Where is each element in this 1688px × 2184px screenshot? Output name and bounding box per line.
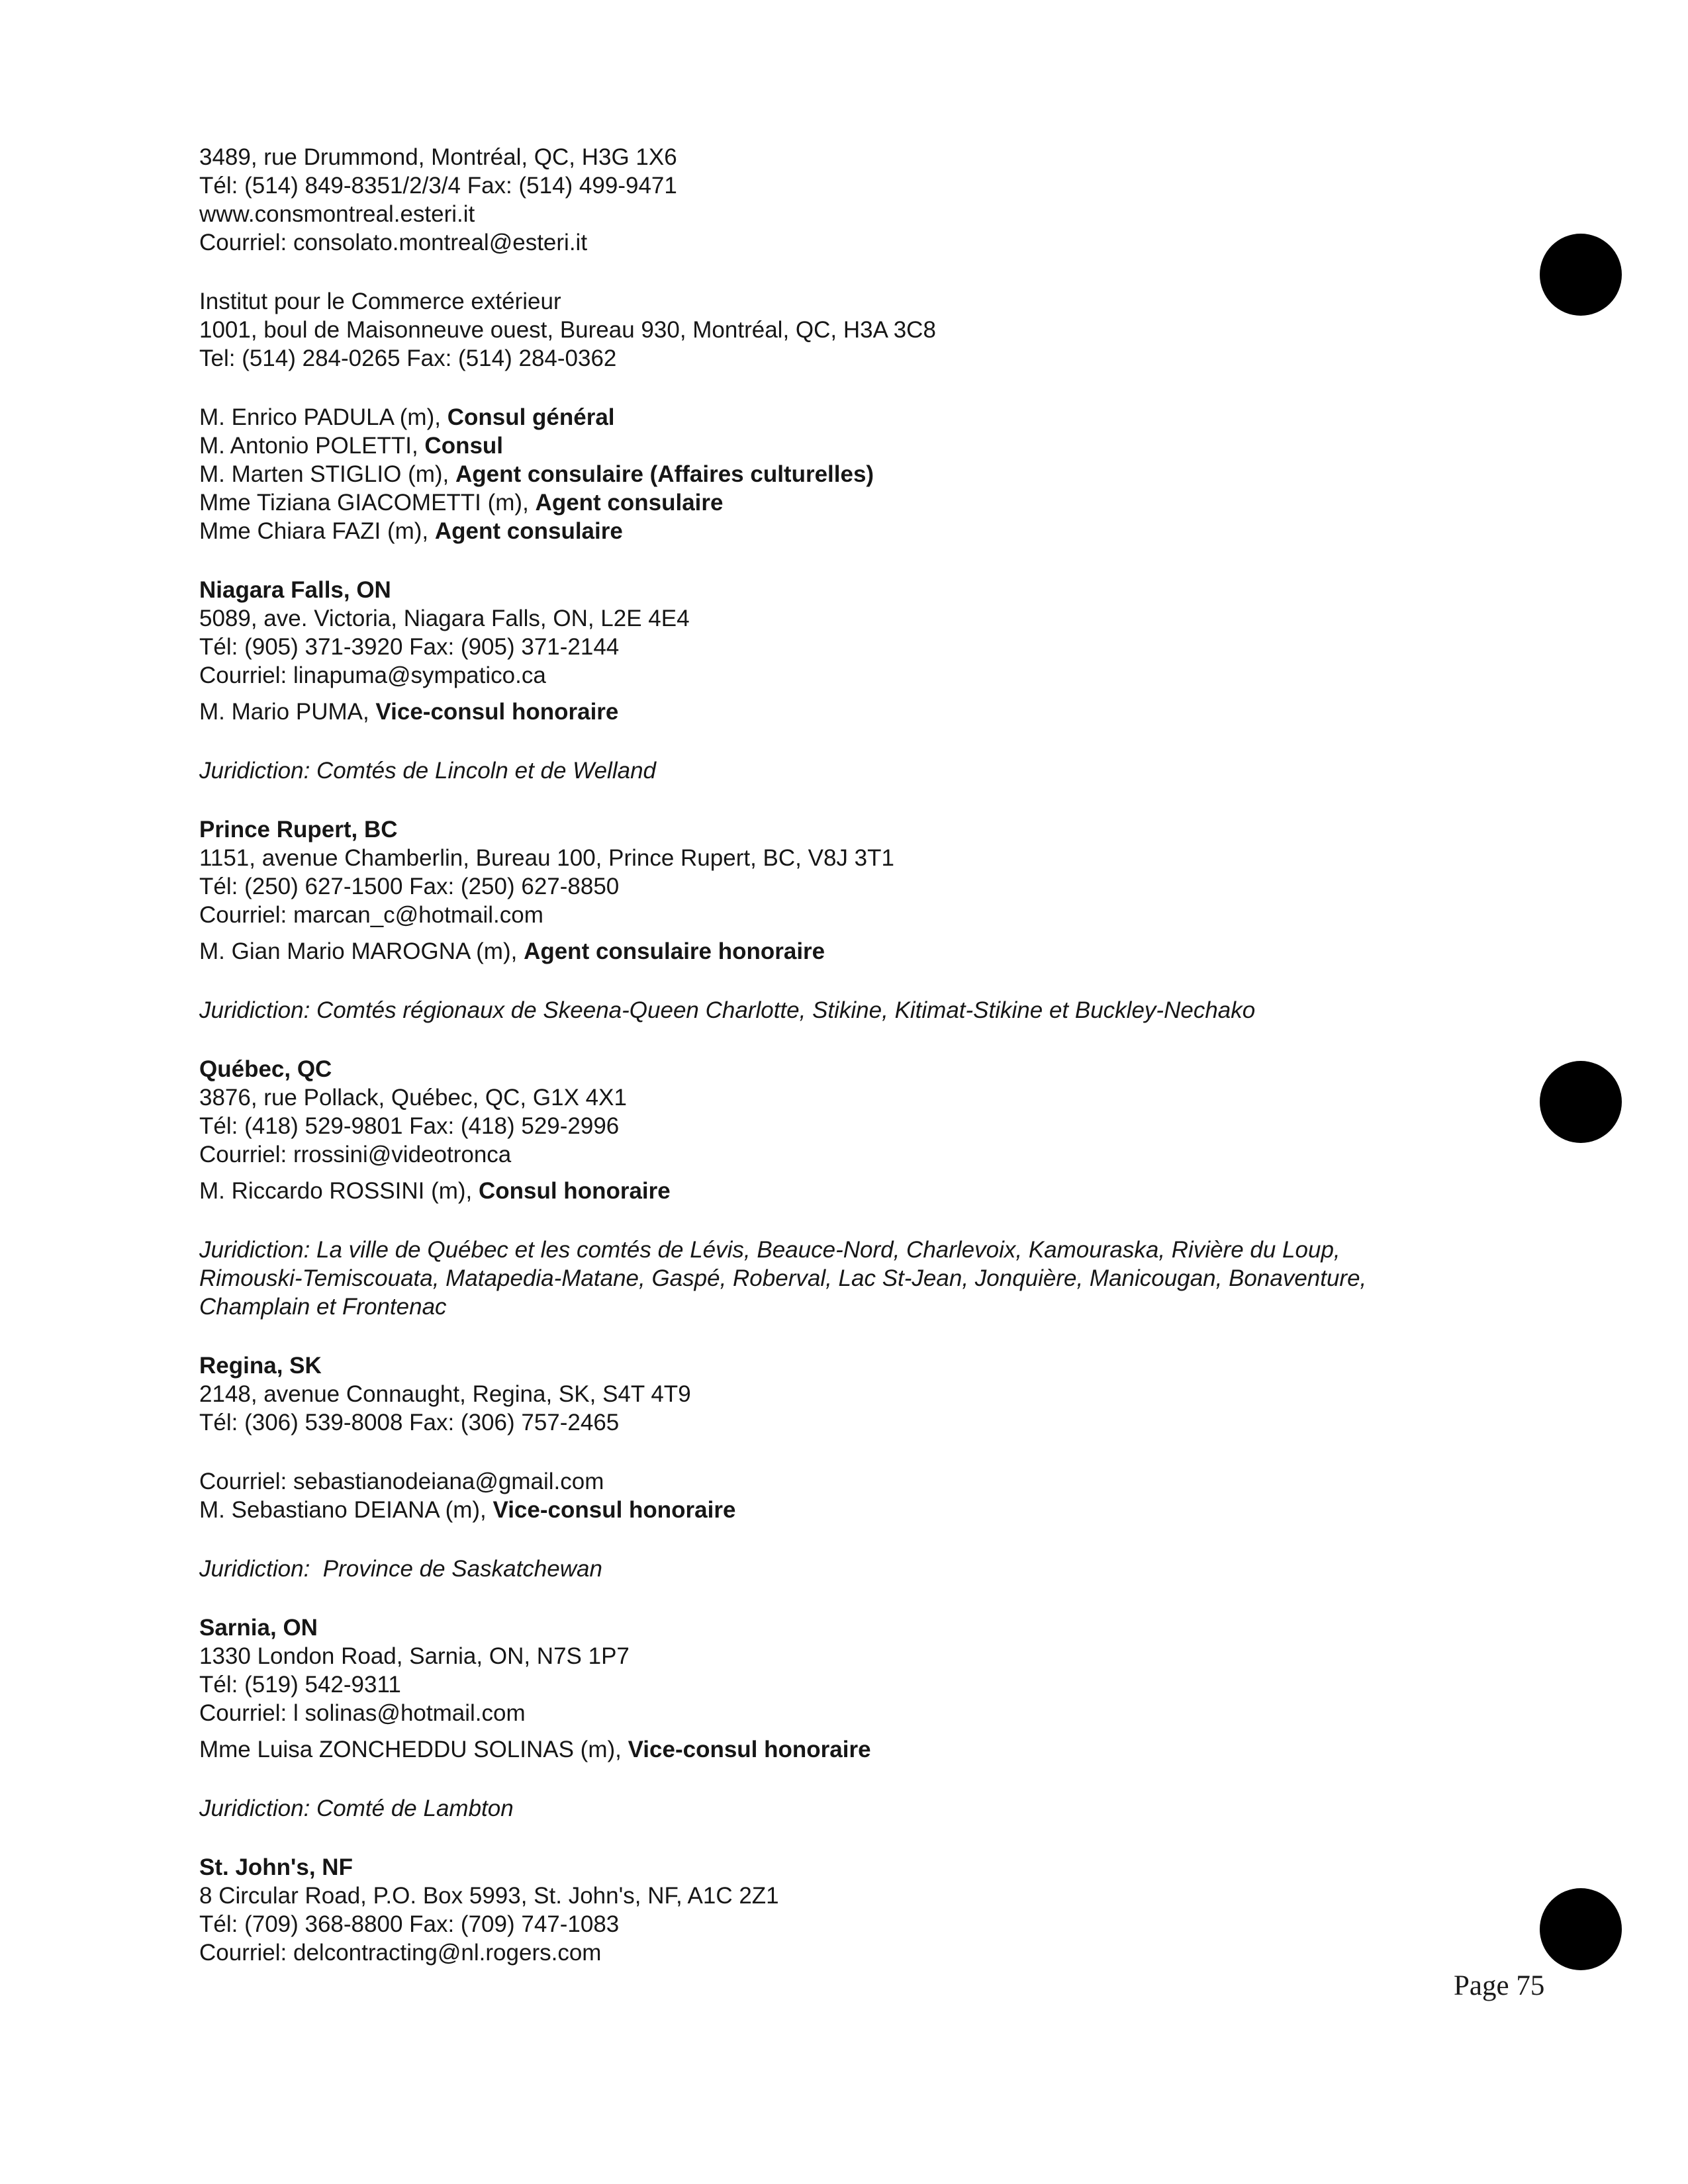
staff-list [199, 403, 1497, 545]
office-contact: M. Mario PUMA, Vice-consul honoraire [199, 699, 619, 725]
staff-entry: Mme Chiara FAZI (m), Agent consulaire [199, 518, 623, 544]
office-email: Courriel: marcan_c@hotmail.com [199, 902, 543, 928]
staff-entry: M. Enrico PADULA (m), Consul général [199, 404, 615, 430]
office-phone: Tél: (519) 542-9311 [199, 1672, 401, 1698]
punch-hole-middle [1540, 1061, 1622, 1143]
office-email: Courriel: l solinas@hotmail.com [199, 1700, 526, 1726]
intro-email: Courriel: consolato.montreal@esteri.it [199, 230, 588, 255]
office-niagara-falls [199, 576, 1497, 785]
office-address: 8 Circular Road, P.O. Box 5993, St. John's, NF, A1C 2Z1 [199, 1883, 779, 1909]
office-city: Niagara Falls, ON [199, 577, 391, 603]
office-regina [199, 1351, 1497, 1583]
office-contact: M. Gian Mario MAROGNA (m), Agent consulaire honoraire [199, 938, 825, 964]
institute-name: Institut pour le Commerce extérieur [199, 289, 561, 314]
office-email: Courriel: sebastianodeiana@gmail.com [199, 1469, 604, 1494]
staff-entry: M. Marten STIGLIO (m), Agent consulaire (Affaires culturelles) [199, 461, 874, 487]
page-content [199, 143, 1497, 1967]
office-st-johns [199, 1853, 1497, 1967]
office-contact: Mme Luisa ZONCHEDDU SOLINAS (m), Vice-consul honoraire [199, 1737, 871, 1762]
office-email: Courriel: delcontracting@nl.rogers.com [199, 1940, 602, 1966]
intro-block [199, 143, 1497, 257]
office-jurisdiction: Juridiction: Comté de Lambton [199, 1796, 514, 1821]
office-city: Regina, SK [199, 1353, 322, 1379]
intro-website: www.consmontreal.esteri.it [199, 201, 475, 227]
office-phone: Tél: (418) 529-9801 Fax: (418) 529-2996 [199, 1113, 620, 1139]
office-phone: Tél: (905) 371-3920 Fax: (905) 371-2144 [199, 634, 620, 660]
office-city: St. John's, NF [199, 1854, 353, 1880]
office-jurisdiction: Juridiction: Comtés régionaux de Skeena-Queen Charlotte, Stikine, Kitimat-Stikine et Buckley-Nechako [199, 997, 1256, 1023]
office-prince-rupert [199, 815, 1497, 1024]
office-address: 2148, avenue Connaught, Regina, SK, S4T 4T9 [199, 1381, 691, 1407]
intro-phone: Tél: (514) 849-8351/2/3/4 Fax: (514) 499-9471 [199, 173, 677, 199]
office-address: 1151, avenue Chamberlin, Bureau 100, Prince Rupert, BC, V8J 3T1 [199, 845, 894, 871]
punch-hole-bottom [1540, 1888, 1622, 1970]
staff-entry: M. Antonio POLETTI, Consul [199, 433, 504, 459]
office-jurisdiction: Juridiction: La ville de Québec et les comtés de Lévis, Beauce-Nord, Charlevoix, Kamouraska, Rivière du Loup, Rimouski-Temiscouata, Matapedia-Matane, Gaspé, Roberval, Lac St-Jean, Jonquière, Manicougan, Bonaventure, Champlain et Frontenac [199, 1237, 1367, 1320]
office-phone: Tél: (709) 368-8800 Fax: (709) 747-1083 [199, 1911, 620, 1937]
institute-address: 1001, boul de Maisonneuve ouest, Bureau 930, Montréal, QC, H3A 3C8 [199, 317, 936, 343]
office-phone: Tél: (250) 627-1500 Fax: (250) 627-8850 [199, 874, 620, 899]
office-city: Prince Rupert, BC [199, 817, 398, 842]
office-email: Courriel: linapuma@sympatico.ca [199, 662, 546, 688]
intro-address: 3489, rue Drummond, Montréal, QC, H3G 1X6 [199, 144, 677, 170]
office-email: Courriel: rrossini@videotronca [199, 1142, 512, 1167]
staff-entry: Mme Tiziana GIACOMETTI (m), Agent consulaire [199, 490, 724, 516]
office-address: 1330 London Road, Sarnia, ON, N7S 1P7 [199, 1643, 630, 1669]
institute-phone: Tel: (514) 284-0265 Fax: (514) 284-0362 [199, 345, 617, 371]
office-phone: Tél: (306) 539-8008 Fax: (306) 757-2465 [199, 1410, 620, 1435]
office-jurisdiction: Juridiction: Comtés de Lincoln et de Welland [199, 758, 657, 784]
office-contact: M. Sebastiano DEIANA (m), Vice-consul honoraire [199, 1497, 736, 1523]
office-address: 5089, ave. Victoria, Niagara Falls, ON, L2E 4E4 [199, 606, 690, 631]
office-sarnia [199, 1614, 1497, 1823]
punch-hole-top [1540, 234, 1622, 316]
office-city: Québec, QC [199, 1056, 332, 1082]
office-city: Sarnia, ON [199, 1615, 318, 1641]
institute-block [199, 287, 1497, 373]
office-quebec [199, 1055, 1497, 1321]
office-contact: M. Riccardo ROSSINI (m), Consul honoraire [199, 1178, 671, 1204]
page-number: Page 75 [1454, 1970, 1545, 2001]
office-address: 3876, rue Pollack, Québec, QC, G1X 4X1 [199, 1085, 627, 1111]
office-jurisdiction: Juridiction: Province de Saskatchewan [199, 1556, 602, 1582]
